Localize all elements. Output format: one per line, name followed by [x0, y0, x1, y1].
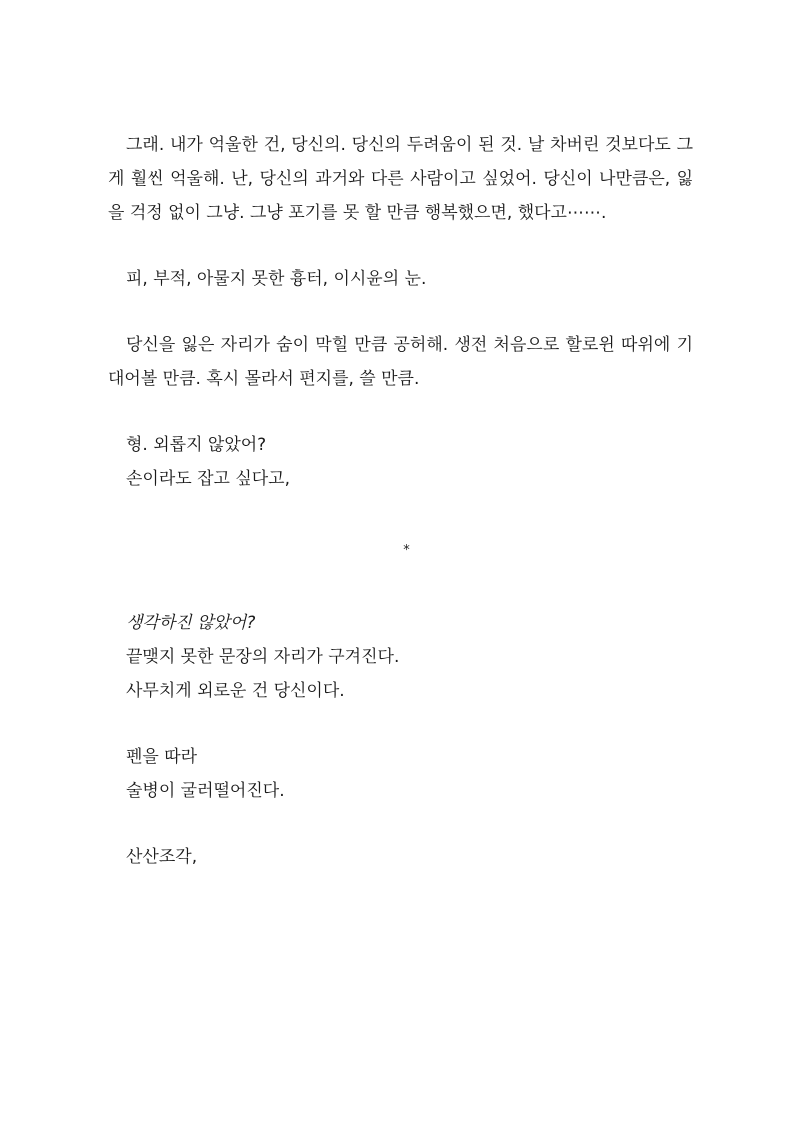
paragraph-gap [108, 708, 693, 740]
paragraph-gap [108, 808, 693, 840]
italic-line: 생각하진 않았어? [126, 613, 256, 633]
text-line: 손이라도 잡고 싶다고, [126, 469, 291, 489]
paragraph-gap [108, 396, 693, 428]
paragraph: 피, 부적, 아물지 못한 흉터, 이시윤의 눈. [126, 269, 427, 289]
text-line: 사무치게 외로운 건 당신이다. [126, 681, 345, 701]
paragraph: 당신을 잃은 자리가 숨이 막힐 만큼 공허해. 생전 처음으로 할로윈 따위에 기대어볼 만큼. 혹시 몰라서 편지를, 쓸 만큼. [108, 335, 693, 389]
paragraph-gap [108, 296, 693, 328]
text-line: 형. 외롭지 않았어? [126, 435, 267, 455]
document-body [108, 128, 693, 874]
section-divider: * [403, 543, 410, 558]
text-line: 펜을 따라 [126, 747, 198, 767]
text-line: 산산조각, [126, 847, 198, 867]
text-line: 끝맺지 못한 문장의 자리가 구겨진다. [126, 647, 400, 667]
paragraph-gap [108, 496, 693, 534]
paragraph-gap [108, 568, 693, 606]
paragraph-gap [108, 230, 693, 262]
text-line: 술병이 굴러떨어진다. [126, 781, 285, 801]
paragraph: 그래. 내가 억울한 건, 당신의. 당신의 두려움이 된 것. 날 차버린 것보다도 그게 훨씬 억울해. 난, 당신의 과거와 다른 사람이고 싶었어. 당신이 나만큼은, 잃을 걱정 없이 그냥. 그냥 포기를 못 할 만큼 행복했으면, 했다고⋯⋯. [108, 135, 693, 223]
